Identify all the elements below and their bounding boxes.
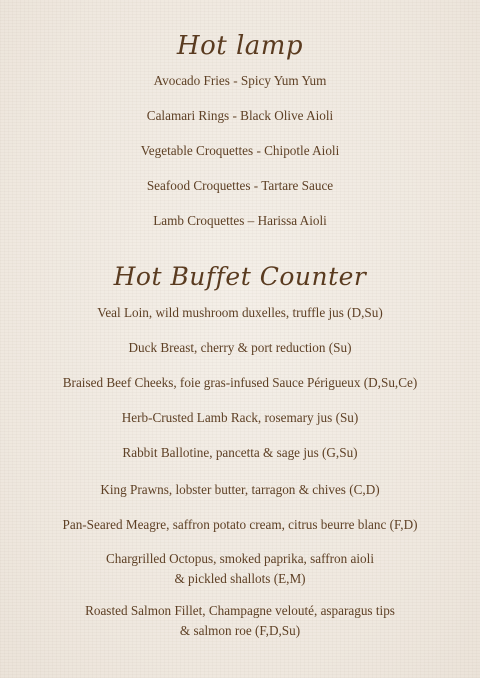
menu-item: Pan-Seared Meagre, saffron potato cream, citrus beurre blanc (F,D) (62, 517, 418, 532)
menu-item-line: Roasted Salmon Fillet, Champagne velouté, asparagus tips (85, 603, 395, 618)
section-title-hot-lamp: Hot lamp (176, 31, 304, 61)
menu-item-line: Chargrilled Octopus, smoked paprika, saffron aioli (106, 551, 374, 566)
menu-item: Herb-Crusted Lamb Rack, rosemary jus (Su) (121, 410, 359, 425)
menu-item: Braised Beef Cheeks, foie gras-infused Sauce Périgueux (D,Su,Ce) (62, 375, 418, 390)
menu-item: Seafood Croquettes - Tartare Sauce (146, 178, 334, 193)
menu-item: Calamari Rings - Black Olive Aioli (146, 108, 334, 123)
menu-item (0, 549, 480, 589)
menu-item: Rabbit Ballotine, pancetta & sage jus (G,Su) (122, 445, 358, 460)
menu-item: Vegetable Croquettes - Chipotle Aioli (140, 143, 340, 158)
menu-item: Avocado Fries - Spicy Yum Yum (153, 73, 327, 88)
menu-item: Duck Breast, cherry & port reduction (Su) (128, 340, 352, 355)
menu-item (0, 601, 480, 641)
menu-item-line: & pickled shallots (E,M) (174, 571, 306, 586)
menu-item: King Prawns, lobster butter, tarragon & chives (C,D) (100, 482, 380, 497)
menu-item-line: & salmon roe (F,D,Su) (179, 623, 301, 638)
menu-item: Veal Loin, wild mushroom duxelles, truffle jus (D,Su) (97, 305, 383, 320)
section-title-hot-buffet-counter: Hot Buffet Counter (113, 262, 367, 291)
menu-item: Lamb Croquettes – Harissa Aioli (153, 213, 327, 228)
